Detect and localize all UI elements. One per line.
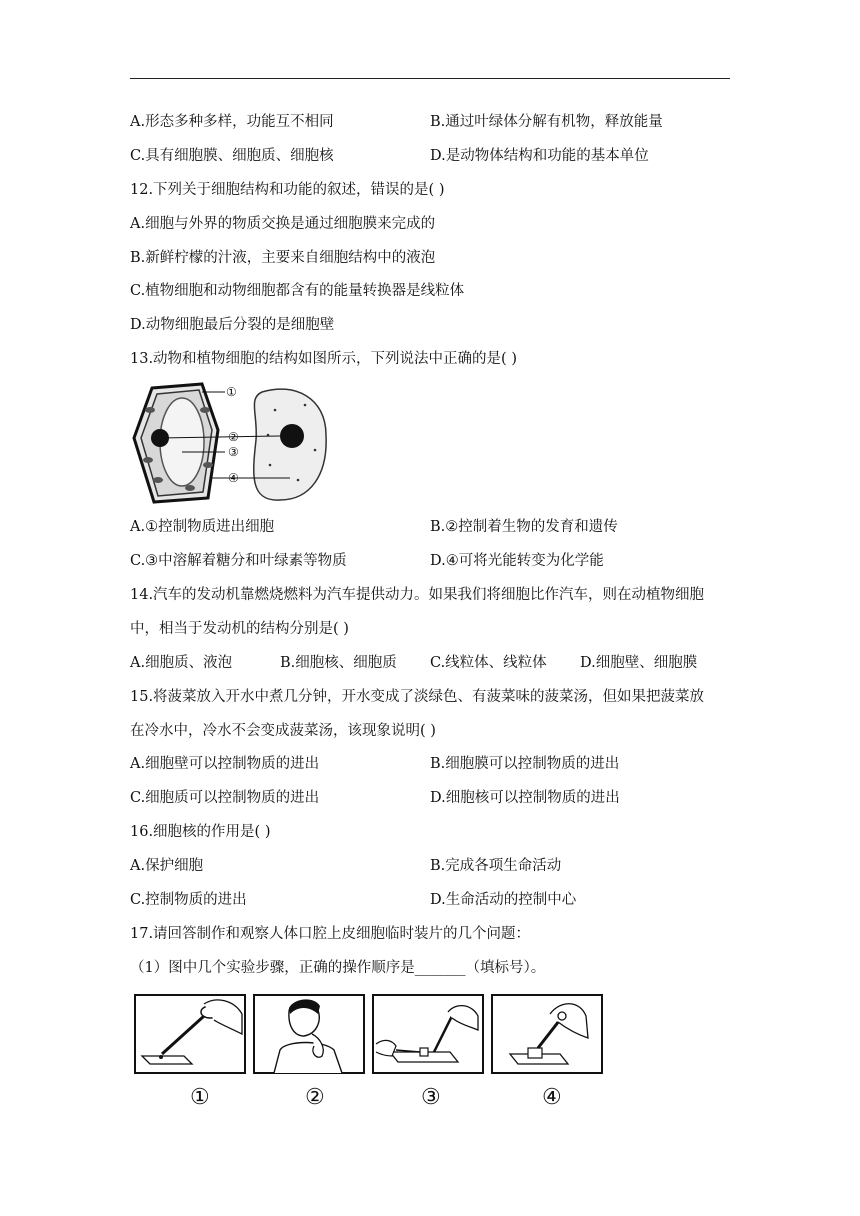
q16-option-c[interactable]: C.控制物质的进出 [130,892,247,908]
q17-stem: 17.请回答制作和观察人体口腔上皮细胞临时装片的几个问题： [130,926,531,942]
q13-option-b[interactable]: B.②控制着生物的发育和遗传 [430,519,618,535]
animal-cell [254,389,326,500]
label-1: ① [226,385,237,399]
cell-structure-diagram [130,380,330,505]
q16-option-b[interactable]: B.完成各项生命活动 [430,858,562,874]
step-label-2: ② [305,1085,325,1110]
q11-option-b[interactable]: B.通过叶绿体分解有机物，释放能量 [430,114,663,130]
step-4-stain-icon [492,995,602,1073]
q13-option-d[interactable]: D.④可将光能转变为化学能 [430,553,604,569]
q16-option-d[interactable]: D.生命活动的控制中心 [430,892,577,908]
q12-option-d[interactable]: D.动物细胞最后分裂的是细胞壁 [130,317,335,333]
step-label-4: ④ [542,1085,562,1110]
label-2: ② [228,430,239,444]
q15-option-c[interactable]: C.细胞质可以控制物质的进出 [130,790,320,806]
step-2-rinse-mouth-icon [254,995,364,1073]
q16-option-a[interactable]: A.保护细胞 [130,858,204,874]
step-label-1: ① [190,1085,210,1110]
label-4: ④ [228,471,239,485]
step-3-spread-sample-icon [373,995,483,1073]
label-3: ③ [228,445,239,459]
q12-stem: 12.下列关于细胞结构和功能的叙述，错误的是( ) [130,182,445,198]
q12-option-a[interactable]: A.细胞与外界的物质交换是通过细胞膜来完成的 [130,216,436,232]
q14-stem-2: 中，相当于发动机的结构分别是( ) [130,621,349,637]
q14-option-b[interactable]: B.细胞核、细胞质 [280,655,397,671]
step-1-drop-water-icon [135,995,245,1073]
q11-option-a[interactable]: A.形态多种多样，功能互不相同 [130,114,334,130]
q15-option-d[interactable]: D.细胞核可以控制物质的进出 [430,790,620,806]
q14-option-a[interactable]: A.细胞质、液泡 [130,655,233,671]
q15-stem-1: 15.将菠菜放入开水中煮几分钟，开水变成了淡绿色、有菠菜味的菠菜汤，但如果把菠菜放 [130,689,705,705]
q12-option-b[interactable]: B.新鲜柠檬的汁液，主要来自细胞结构中的液泡 [130,250,436,266]
q11-option-d[interactable]: D.是动物体结构和功能的基本单位 [430,148,649,164]
step-label-3: ③ [421,1085,441,1110]
q15-option-a[interactable]: A.细胞壁可以控制物质的进出 [130,756,320,772]
header-rule [130,78,730,79]
q13-stem: 13.动物和植物细胞的结构如图所示，下列说法中正确的是( ) [130,351,517,367]
q13-option-c[interactable]: C.③中溶解着糖分和叶绿素等物质 [130,553,347,569]
q15-stem-2: 在冷水中，冷水不会变成菠菜汤，该现象说明( ) [130,723,436,739]
plant-cell [134,384,218,502]
q11-option-c[interactable]: C.具有细胞膜、细胞质、细胞核 [130,148,334,164]
q13-option-a[interactable]: A.①控制物质进出细胞 [130,519,275,535]
q17-sub-1: （1）图中几个实验步骤，正确的操作顺序是_______（填标号）。 [130,960,546,976]
q16-stem: 16.细胞核的作用是( ) [130,824,271,840]
q14-option-d[interactable]: D.细胞壁、细胞膜 [580,655,698,671]
q12-option-c[interactable]: C.植物细胞和动物细胞都含有的能量转换器是线粒体 [130,283,465,299]
q15-option-b[interactable]: B.细胞膜可以控制物质的进出 [430,756,620,772]
experiment-steps-figure [134,994,604,1076]
q14-stem-1: 14.汽车的发动机靠燃烧燃料为汽车提供动力。如果我们将细胞比作汽车，则在动植物细胞 [130,587,705,603]
q14-option-c[interactable]: C.线粒体、线粒体 [430,655,547,671]
